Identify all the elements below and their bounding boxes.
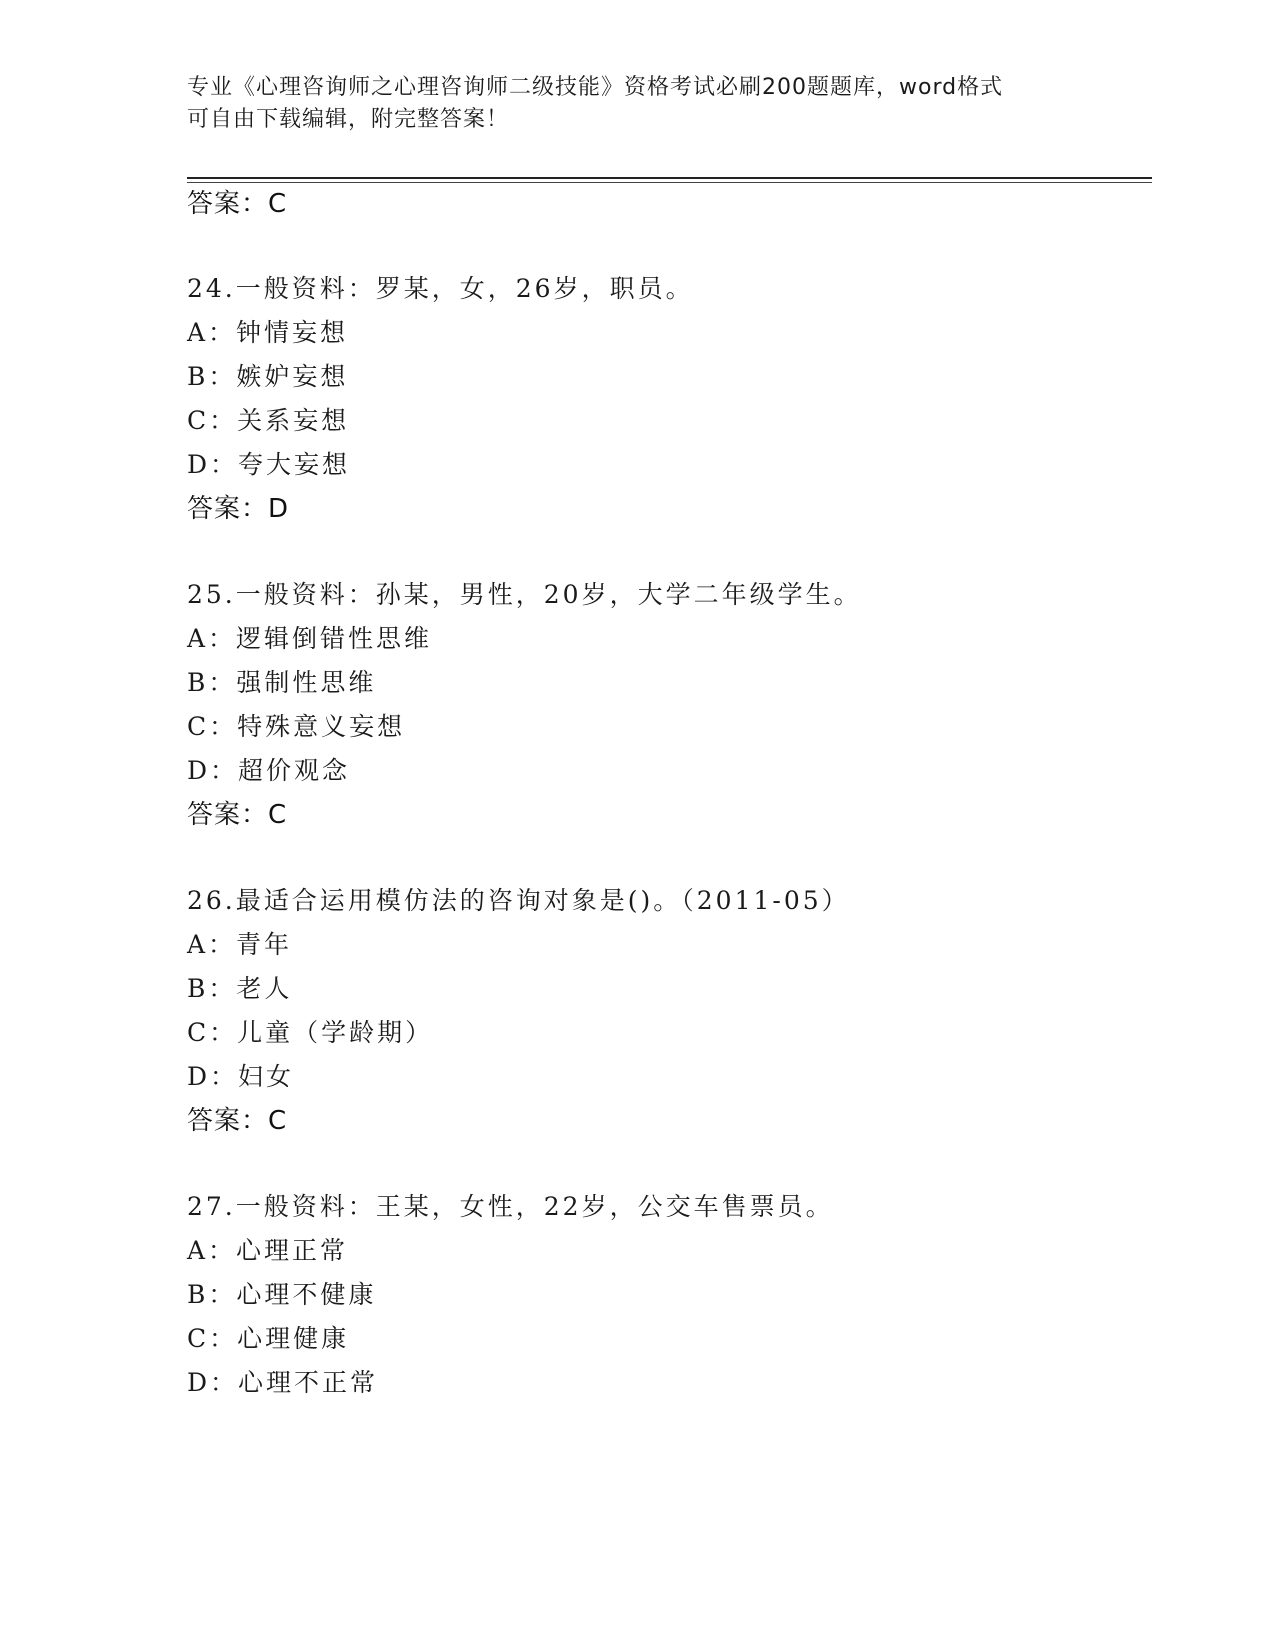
answer-line: 答案：C — [187, 1106, 288, 1136]
option-a: A：逻辑倒错性思维 — [187, 624, 433, 653]
question-stem: 27.一般资料：王某，女性，22岁，公交车售票员。 — [187, 1192, 834, 1221]
option-d: D：心理不正常 — [187, 1368, 379, 1397]
option-c: C：心理健康 — [187, 1324, 350, 1353]
option-b: B：强制性思维 — [187, 668, 377, 697]
option-d: D：超价观念 — [187, 756, 351, 785]
answer-line: 答案：D — [187, 494, 290, 524]
option-a: A：青年 — [187, 930, 293, 959]
header-line-2: 可自由下载编辑，附完整答案！ — [187, 107, 510, 132]
option-d: D：妇女 — [187, 1062, 295, 1091]
header-divider-thick — [187, 177, 1152, 179]
header-line-1: 专业《心理咨询师之心理咨询师二级技能》资格考试必刷200题题库，word格式 — [187, 75, 1004, 100]
question-stem: 25.一般资料：孙某，男性，20岁，大学二年级学生。 — [187, 580, 862, 609]
option-a: A：钟情妄想 — [187, 318, 349, 347]
option-b: B：嫉妒妄想 — [187, 362, 349, 391]
option-c: C：关系妄想 — [187, 406, 350, 435]
option-c: C：特殊意义妄想 — [187, 712, 406, 741]
option-a: A：心理正常 — [187, 1236, 349, 1265]
header-divider-thin — [187, 182, 1152, 183]
question-stem: 24.一般资料：罗某，女，26岁，职员。 — [187, 274, 694, 303]
answer-line: 答案：C — [187, 800, 288, 830]
document-header — [187, 72, 1067, 136]
option-b: B：心理不健康 — [187, 1280, 377, 1309]
option-c: C：儿童（学龄期） — [187, 1018, 434, 1047]
option-d: D：夸大妄想 — [187, 450, 351, 479]
answer-line: 答案：C — [187, 189, 288, 219]
option-b: B：老人 — [187, 974, 293, 1003]
question-stem: 26.最适合运用模仿法的咨询对象是()。（2011-05） — [187, 886, 850, 915]
